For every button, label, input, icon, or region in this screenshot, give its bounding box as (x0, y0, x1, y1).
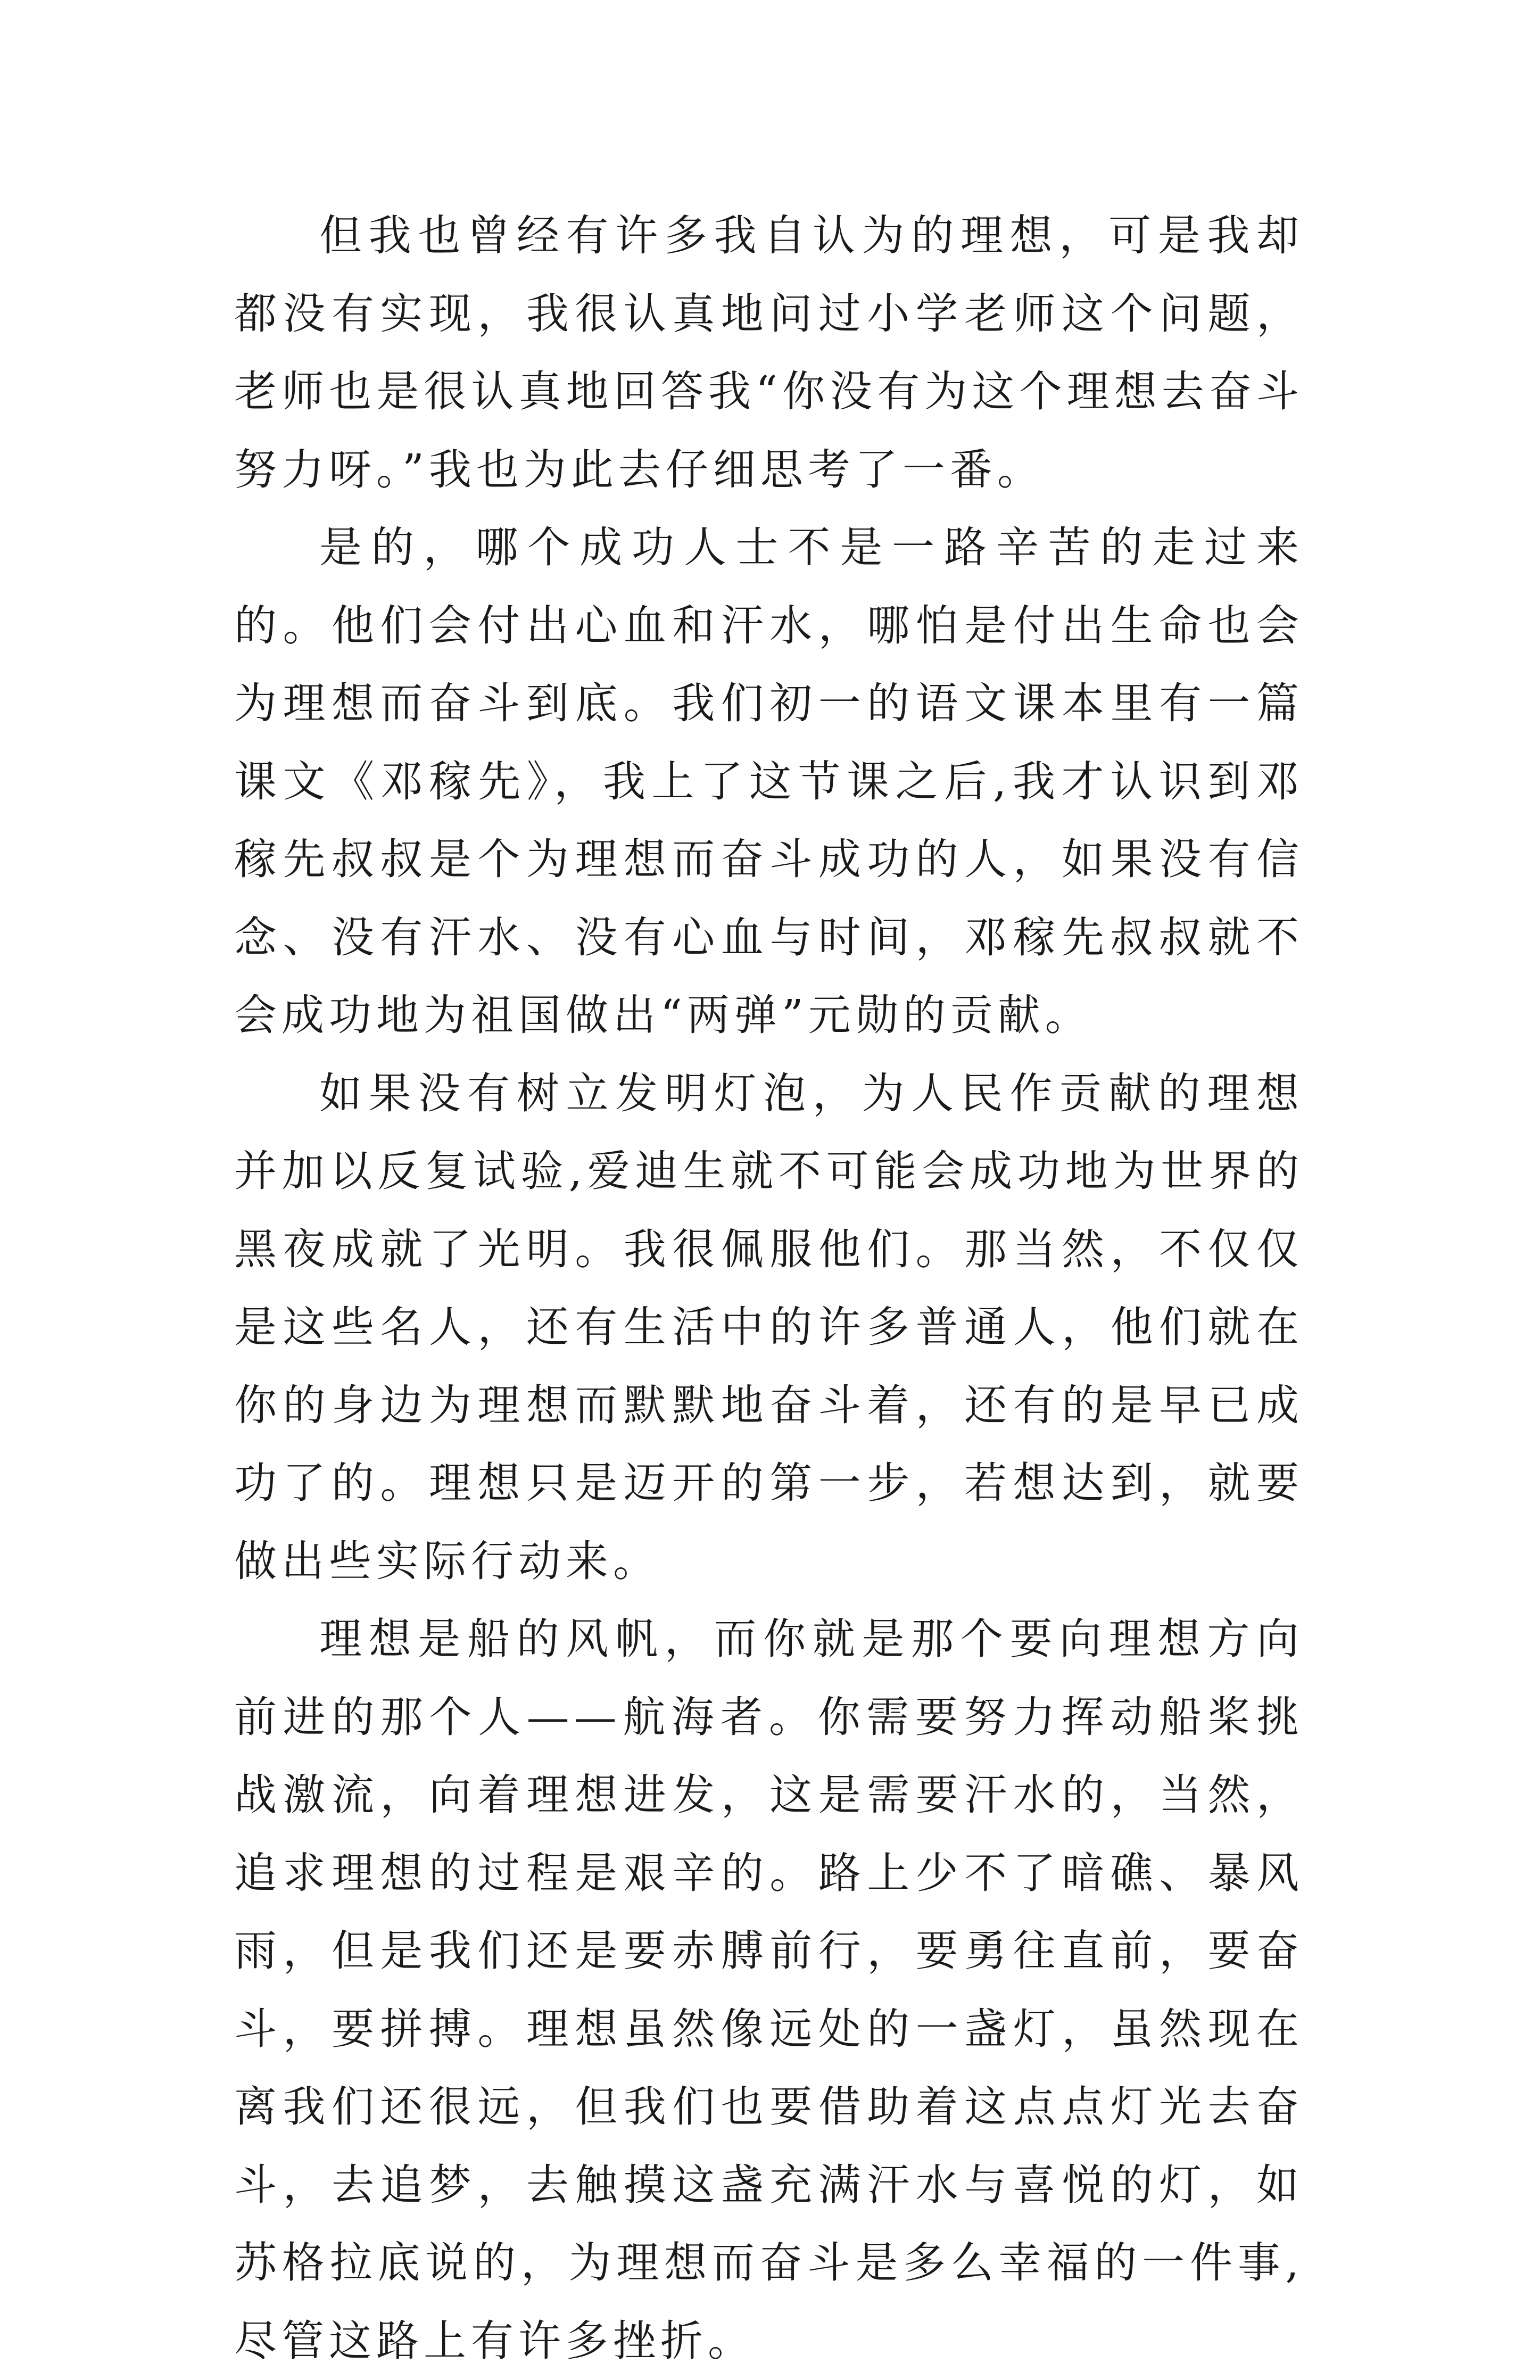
body-text (234, 197, 1304, 2380)
paragraph-2: 是的，哪个成功人士不是一路辛苦的走过来的。他们会付出心血和汗水，哪怕是付出生命也会为理想而奋斗到底。我们初一的语文课本里有一篇课文《邓稼先》，我上了这节课之后,我才认识到邓稼先叔叔是个为理想而奋斗成功的人，如果没有信念、没有汗水、没有心血与时间，邓稼先叔叔就不会成功地为祖国做出“两弹”元勋的贡献。 (234, 523, 1304, 1040)
paragraph-1: 但我也曾经有许多我自认为的理想，可是我却都没有实现，我很认真地问过小学老师这个问题，老师也是很认真地回答我“你没有为这个理想去奋斗努力呀。”我也为此去仔细思考了一番。 (234, 211, 1304, 494)
paragraph-3: 如果没有树立发明灯泡，为人民作贡献的理想并加以反复试验,爱迪生就不可能会成功地为世界的黑夜成就了光明。我很佩服他们。那当然，不仅仅是这些名人，还有生活中的许多普通人，他们就在你的身边为理想而默默地奋斗着，还有的是早已成功了的。理想只是迈开的第一步，若想达到，就要做出些实际行动来。 (234, 1068, 1304, 1586)
paragraph-4: 理想是船的风帆，而你就是那个要向理想方向前进的那个人——航海者。你需要努力挥动船桨挑战激流，向着理想进发，这是需要汗水的，当然，追求理想的过程是艰辛的。路上少不了暗礁、暴风雨，但是我们还是要赤膊前行，要勇往直前，要奋斗，要拼搏。理想虽然像远处的一盏灯，虽然现在离我们还很远，但我们也要借助着这点点灯光去奋斗，去追梦，去触摸这盏充满汗水与喜悦的灯，如苏格拉底说的，为理想而奋斗是多么幸福的一件事,尽管这路上有许多挫折。 (234, 1614, 1304, 2366)
